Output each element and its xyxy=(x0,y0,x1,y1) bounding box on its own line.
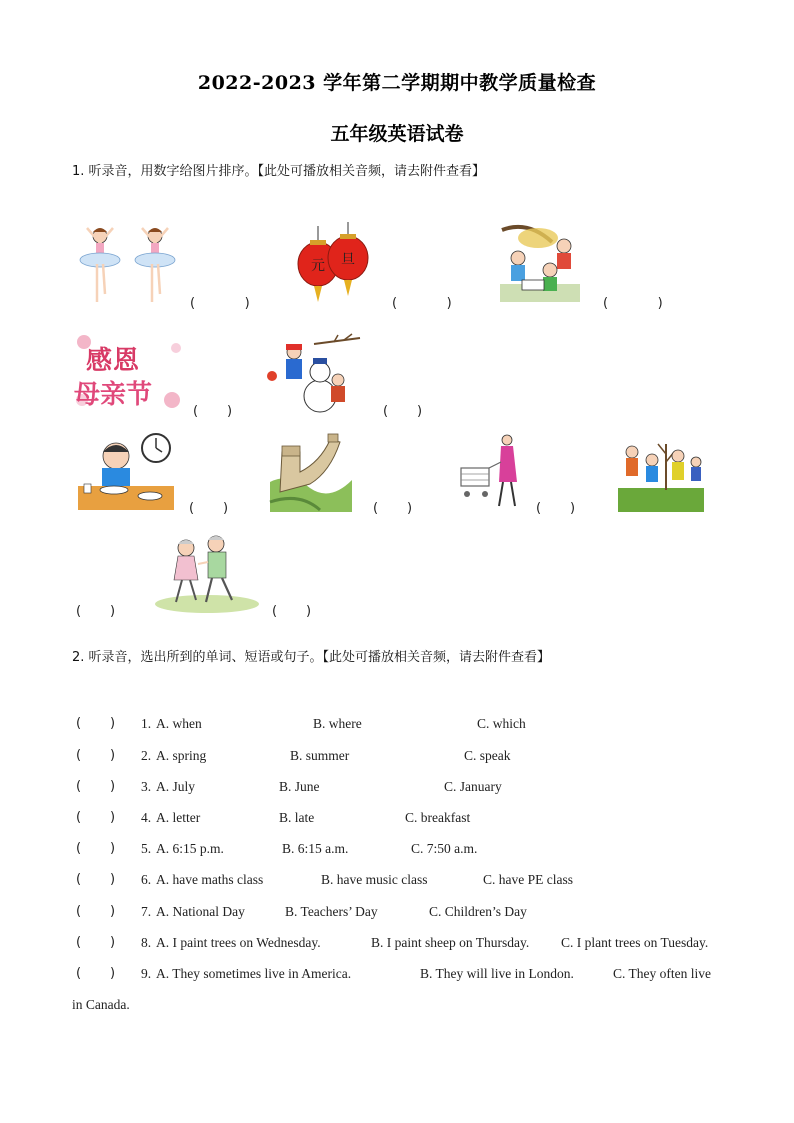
snowman-kids-picture xyxy=(264,334,362,414)
answer-paren[interactable]: ( ) xyxy=(76,748,116,763)
question-number: 8. xyxy=(141,935,152,950)
option-c[interactable]: C. Children’s Day xyxy=(429,904,527,919)
option-b[interactable]: B. 6:15 a.m. xyxy=(282,841,349,856)
shopping-woman-picture xyxy=(455,432,525,510)
question-number: 5. xyxy=(141,841,152,856)
question-number: 1. xyxy=(141,716,152,731)
option-c-continuation: in Canada. xyxy=(72,997,130,1012)
option-a[interactable]: A. They sometimes live in America. xyxy=(156,966,352,981)
option-c[interactable]: C. breakfast xyxy=(405,810,471,825)
option-a[interactable]: A. when xyxy=(156,716,202,731)
option-a[interactable]: A. have maths class xyxy=(156,872,264,887)
option-a[interactable]: A. letter xyxy=(156,810,201,825)
answer-paren[interactable]: ( ) xyxy=(603,296,663,311)
great-wall-picture xyxy=(270,432,352,514)
question-number: 2. xyxy=(141,748,152,763)
answer-paren[interactable]: ( ) xyxy=(193,404,233,419)
answer-paren[interactable]: ( ) xyxy=(76,604,116,619)
section1-instruction: 1. 听录音，用数字给图片排序。【此处可播放相关音频，请去附件查看】 xyxy=(72,164,486,179)
question-number: 9. xyxy=(141,966,152,981)
option-c[interactable]: C. They often live xyxy=(613,966,711,981)
option-b[interactable]: B. They will live in London. xyxy=(420,966,574,981)
answer-paren[interactable]: ( ) xyxy=(76,841,116,856)
answer-paren[interactable]: ( ) xyxy=(392,296,452,311)
option-c[interactable]: C. January xyxy=(444,779,502,794)
option-b[interactable]: B. have music class xyxy=(321,872,428,887)
question-number: 6. xyxy=(141,872,152,887)
option-a[interactable]: A. July xyxy=(156,779,196,794)
option-a[interactable]: A. spring xyxy=(156,748,207,763)
lanterns-picture xyxy=(296,222,371,304)
question-number: 3. xyxy=(141,779,152,794)
answer-paren[interactable]: ( ) xyxy=(189,501,229,516)
option-b[interactable]: B. summer xyxy=(290,748,350,763)
option-b[interactable]: B. Teachers’ Day xyxy=(285,904,378,919)
option-c[interactable]: C. which xyxy=(477,716,526,731)
card-text-line2: 母亲节 xyxy=(74,380,153,410)
ballet-dancers-picture xyxy=(75,222,180,307)
section2-instruction: 2. 听录音，选出所到的单词、短语或句子。【此处可播放相关音频，请去附件查看】 xyxy=(72,650,551,665)
answer-paren[interactable]: ( ) xyxy=(76,935,116,950)
option-c[interactable]: C. have PE class xyxy=(483,872,573,887)
answer-paren[interactable]: ( ) xyxy=(383,404,423,419)
answer-paren[interactable]: ( ) xyxy=(76,872,116,887)
elderly-couple-walking-picture xyxy=(152,534,262,614)
page-subtitle: 五年级英语试卷 xyxy=(330,123,464,145)
card-text-line1: 感恩 xyxy=(86,346,141,376)
answer-paren[interactable]: ( ) xyxy=(76,810,116,825)
lantern-char-1: 元 xyxy=(311,258,325,274)
option-b[interactable]: B. late xyxy=(279,810,315,825)
question-number: 7. xyxy=(141,904,152,919)
page-title: 2022-2023 学年第二学期期中教学质量检查 xyxy=(197,72,597,94)
answer-paren[interactable]: ( ) xyxy=(76,779,116,794)
answer-paren[interactable]: ( ) xyxy=(76,716,116,731)
answer-paren[interactable]: ( ) xyxy=(272,604,312,619)
option-c[interactable]: C. 7:50 a.m. xyxy=(411,841,478,856)
picnic-picture xyxy=(498,224,584,304)
ballerina-1 xyxy=(80,228,120,302)
option-b[interactable]: B. June xyxy=(279,779,320,794)
answer-paren[interactable]: ( ) xyxy=(536,501,576,516)
boy-breakfast-clock-picture xyxy=(78,432,174,512)
answer-paren[interactable]: ( ) xyxy=(76,904,116,919)
mothers-day-card-picture xyxy=(72,330,184,412)
answer-paren[interactable]: ( ) xyxy=(373,501,413,516)
answer-paren[interactable]: ( ) xyxy=(76,966,116,981)
lantern-char-2: 旦 xyxy=(341,252,355,268)
option-c[interactable]: C. speak xyxy=(464,748,511,763)
option-b[interactable]: B. I paint sheep on Thursday. xyxy=(371,935,530,950)
question-number: 4. xyxy=(141,810,152,825)
ballerina-2 xyxy=(135,228,175,302)
planting-trees-picture xyxy=(618,434,704,512)
option-a[interactable]: A. National Day xyxy=(156,904,245,919)
option-c[interactable]: C. I plant trees on Tuesday. xyxy=(561,935,709,950)
answer-paren[interactable]: ( ) xyxy=(190,296,250,311)
option-a[interactable]: A. I paint trees on Wednesday. xyxy=(156,935,321,950)
option-a[interactable]: A. 6:15 p.m. xyxy=(156,841,224,856)
option-b[interactable]: B. where xyxy=(313,716,362,731)
